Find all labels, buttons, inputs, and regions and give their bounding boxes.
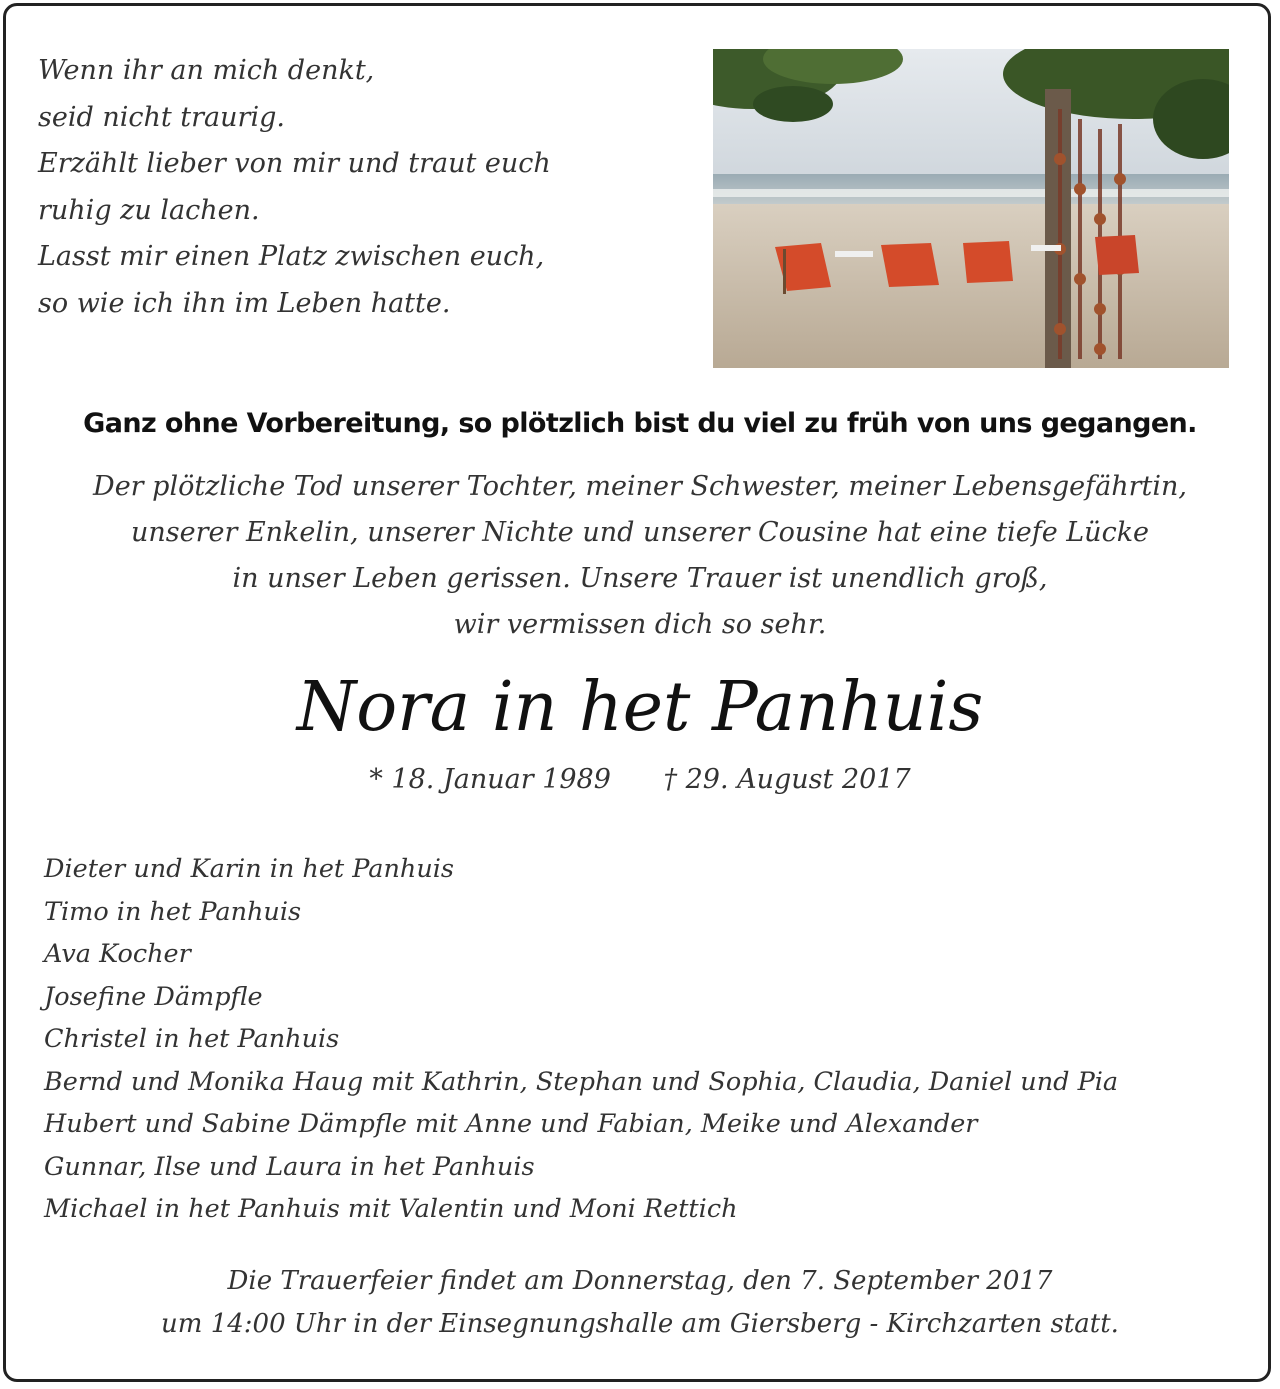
beach-photo-image xyxy=(713,49,1229,368)
poem-line: Wenn ihr an mich denkt, xyxy=(38,55,375,86)
poem-line: so wie ich ihn im Leben hatte. xyxy=(38,287,451,319)
condolence-message xyxy=(40,464,1240,648)
life-dates xyxy=(40,764,1240,795)
message-line: Der plötzliche Tod unserer Tochter, meiner Schwester, meiner Lebensgefährtin, xyxy=(93,471,1187,502)
message-line: unserer Enkelin, unserer Nichte und unserer Cousine hat eine tiefe Lücke xyxy=(130,517,1150,548)
poem xyxy=(38,48,678,327)
mourner: Gunnar, Ilse und Laura in het Panhuis xyxy=(44,1151,535,1182)
message-line: wir vermissen dich so sehr. xyxy=(453,609,827,640)
funeral-service-info xyxy=(40,1260,1240,1346)
deceased-name: Nora in het Panhuis xyxy=(296,668,984,747)
beach-photo xyxy=(713,49,1229,368)
poem-line: seid nicht traurig. xyxy=(38,101,285,133)
poem-line: ruhig zu lachen. xyxy=(38,194,260,226)
birth-date: * 18. Januar 1989 xyxy=(369,764,611,795)
service-line: Die Trauerfeier findet am Donnerstag, den 7. September 2017 xyxy=(227,1266,1053,1296)
mourner: Michael in het Panhuis mit Valentin und Moni Rettich xyxy=(44,1194,738,1224)
mourner: Ava Kocher xyxy=(44,939,191,969)
mourner: Christel in het Panhuis xyxy=(44,1024,340,1054)
mourner: Timo in het Panhuis xyxy=(44,896,302,927)
service-line: um 14:00 Uhr in der Einsegnungshalle am Giersberg - Kirchzarten statt. xyxy=(161,1309,1119,1339)
poem-line: Erzählt lieber von mir und traut euch xyxy=(38,148,551,179)
death-date: † 29. August 2017 xyxy=(663,764,911,795)
poem-line: Lasst mir einen Platz zwischen euch, xyxy=(38,241,545,272)
mourners-list xyxy=(44,848,1244,1231)
mourner: Dieter und Karin in het Panhuis xyxy=(44,854,455,884)
mourner: Josefine Dämpfle xyxy=(44,981,263,1012)
mourner: Bernd und Monika Haug mit Kathrin, Stephan und Sophia, Claudia, Daniel und Pia xyxy=(44,1066,1119,1097)
mourner: Hubert und Sabine Dämpfle mit Anne und Fabian, Meike und Alexander xyxy=(44,1109,978,1139)
message-line: in unser Leben gerissen. Unsere Trauer ist unendlich groß, xyxy=(232,563,1048,594)
headline: Ganz ohne Vorbereitung, so plötzlich bist du viel zu früh von uns gegangen. xyxy=(83,408,1197,439)
